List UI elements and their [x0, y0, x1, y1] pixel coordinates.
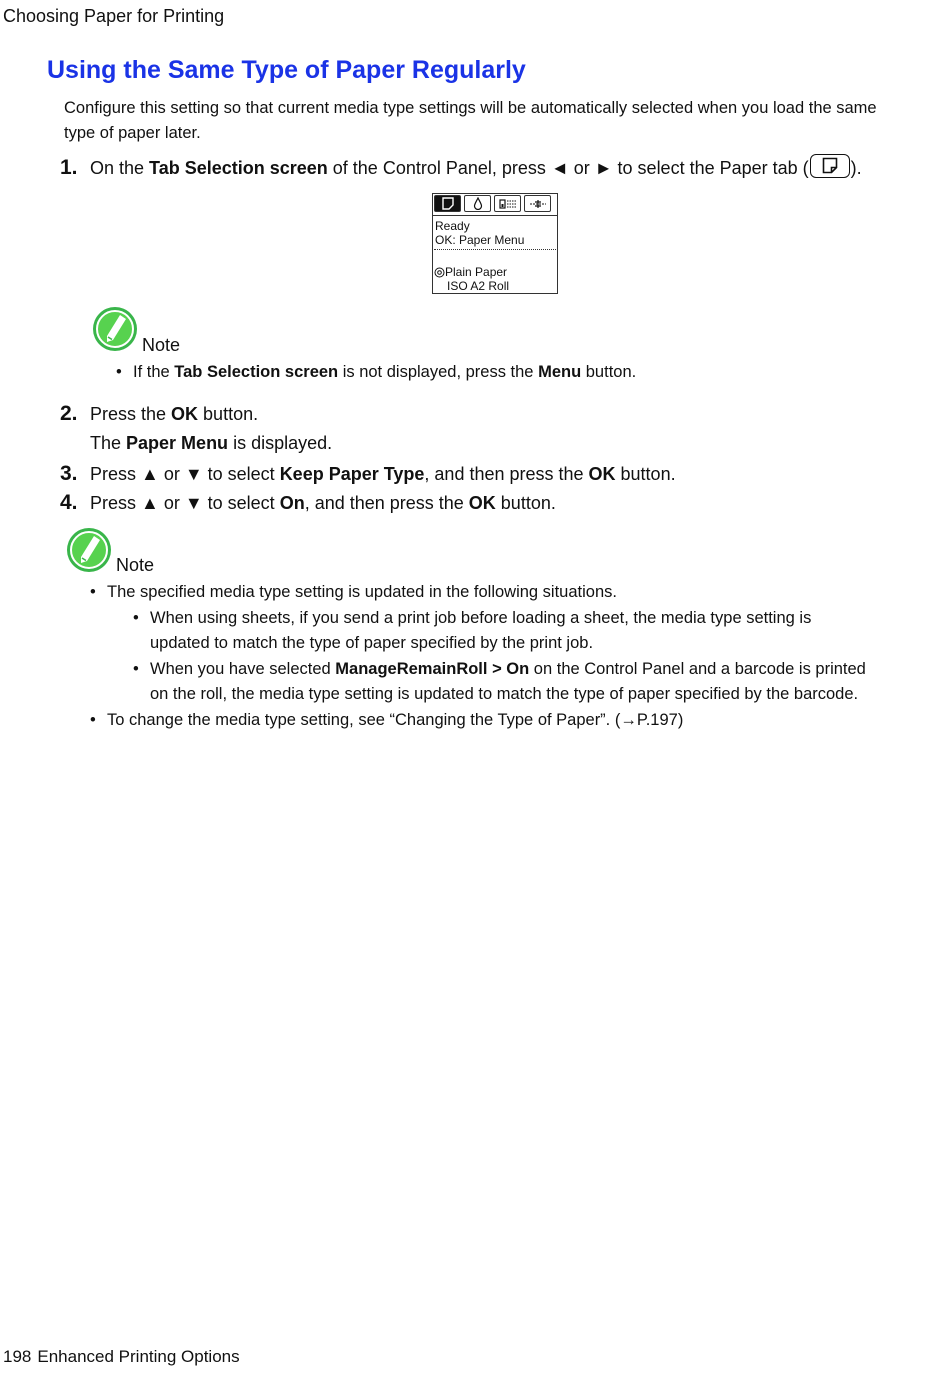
display-media-type: Plain Paper [434, 265, 507, 279]
page-number: 198 [3, 1347, 32, 1366]
note-bullet: • To change the media type setting, see “Changing the Type of Paper”. (→P.197) [90, 711, 684, 729]
step-number: 4. [60, 491, 78, 514]
note-pencil-icon [66, 527, 112, 573]
job-tab-icon [494, 195, 521, 212]
control-panel-display [432, 193, 558, 294]
note-bullet: • If the Tab Selection screen is not displayed, press the Menu button. [116, 363, 637, 381]
cross-reference-link[interactable]: To change the media type setting, see “Changing the Type of Paper”. (→P.197) [107, 711, 684, 729]
note-bullet: • The specified media type setting is updated in the following situations. [90, 583, 617, 601]
page-footer [3, 1347, 240, 1367]
note-label: Note [116, 555, 155, 575]
step-number: 3. [60, 462, 78, 485]
note-label: Note [142, 335, 181, 355]
paper-tab-icon [810, 154, 850, 178]
running-header: Choosing Paper for Printing [3, 6, 225, 26]
display-tabs [434, 195, 551, 212]
step-2-result: The Paper Menu is displayed. [90, 433, 333, 453]
note-sub-bullet: • When you have selected ManageRemainRoll > On on the Control Panel and a barcode is printed on the roll, the media type setting is updated to match the type of paper specified by the barcode. [133, 660, 866, 703]
settings-tab-icon [524, 195, 551, 212]
paper-tab-icon [434, 195, 461, 212]
note-sub-bullet: • When using sheets, if you send a print job before loading a sheet, the media type setting is updated to match the type of paper specified by the print job. [133, 609, 812, 652]
display-paper-size: ISO A2 Roll [447, 279, 510, 293]
section-title: Using the Same Type of Paper Regularly [47, 56, 526, 84]
display-status: Ready [435, 219, 470, 233]
step-3: 3. Press ▲ or ▼ to select Keep Paper Type, and then press the OK button. [60, 462, 676, 485]
roll-icon [434, 267, 445, 278]
step-number: 2. [60, 402, 78, 425]
intro-paragraph: Configure this setting so that current media type settings will be automatically selected when you load the same type of paper later. [64, 99, 877, 142]
note-pencil-icon [92, 306, 138, 352]
step-number: 1. [60, 156, 78, 179]
footer-section: Enhanced Printing Options [37, 1347, 240, 1366]
display-instruction: OK: Paper Menu [435, 233, 525, 247]
step-4: 4. Press ▲ or ▼ to select On, and then press the OK button. [60, 491, 556, 514]
ink-tab-icon [464, 195, 491, 212]
step-2: 2. Press the OK button. [60, 402, 259, 425]
step-1: 1. On the Tab Selection screen of the Control Panel, press ◄ or ► to select the Paper tab ( ). [60, 156, 862, 179]
